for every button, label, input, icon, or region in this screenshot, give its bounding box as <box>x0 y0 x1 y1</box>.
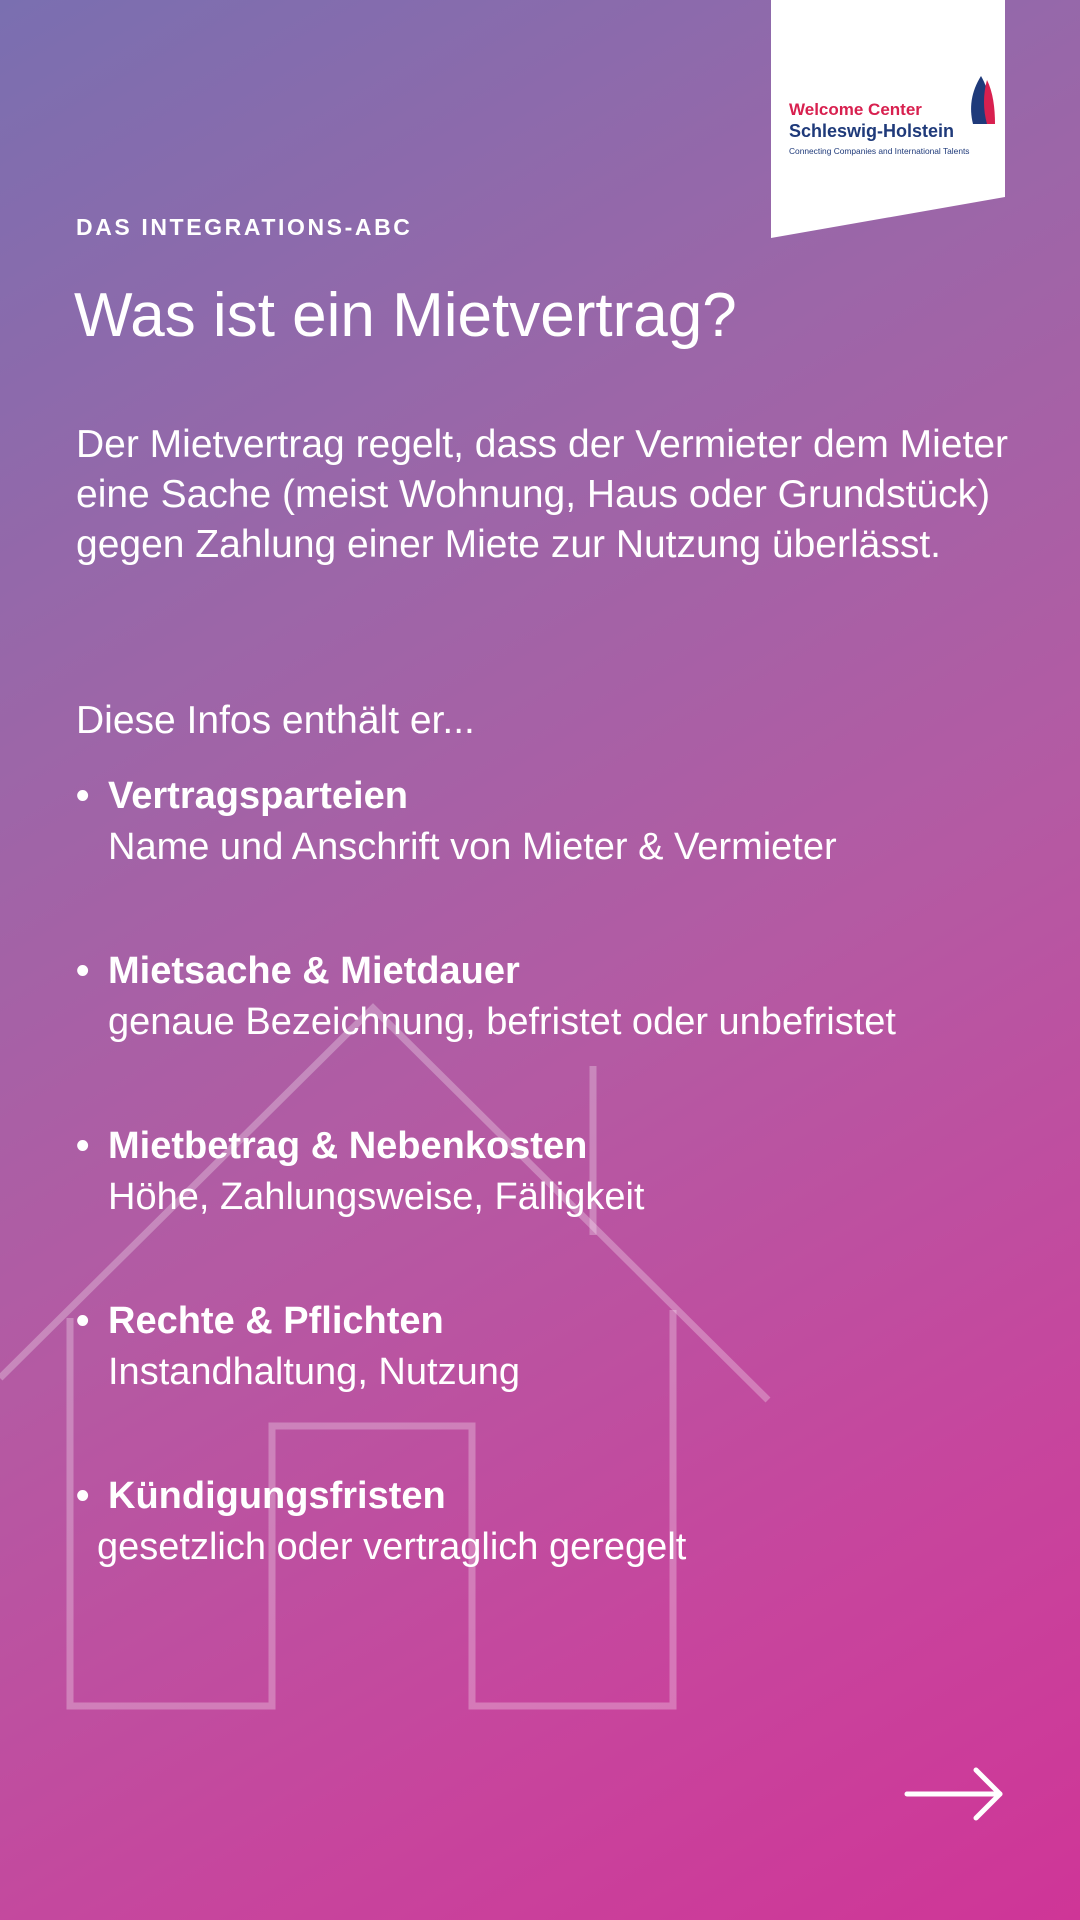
list-item-mietbetrag <box>76 1121 1056 1223</box>
bullet-icon: • <box>76 950 90 992</box>
list-item-rechte-pflichten <box>76 1296 1056 1398</box>
bullet-icon: • <box>76 1125 90 1167</box>
logo-text <box>789 100 999 157</box>
eyebrow-label: DAS INTEGRATIONS-ABC <box>76 214 413 240</box>
list-item-heading-text: Mietsache & Mietdauer <box>108 950 520 992</box>
list-lead: Diese Infos enthält er... <box>76 699 475 742</box>
intro-paragraph: Der Mietvertrag regelt, dass der Vermieter dem Mieter eine Sache (meist Wohnung, Haus oder Grundstück) gegen Zahlung einer Miete zur Nutzung überlässt. <box>76 423 1009 566</box>
list-item-vertragsparteien <box>76 771 1056 873</box>
list-item-heading <box>76 1471 1056 1521</box>
list-item-heading <box>76 946 1056 996</box>
list-item-heading-text: Vertragsparteien <box>108 775 408 817</box>
logo-title: Welcome Center <box>789 100 922 119</box>
bullet-icon: • <box>76 1475 90 1517</box>
logo-tagline: Connecting Companies and International Talents <box>789 146 970 156</box>
list-item-mietsache <box>76 946 1056 1048</box>
arrow-right-icon[interactable] <box>904 1764 1006 1824</box>
list-item-heading-text: Kündigungsfristen <box>108 1475 446 1517</box>
list-item-heading <box>76 1296 1056 1346</box>
list-item-description: Name und Anschrift von Mieter & Vermieter <box>108 826 837 868</box>
list-item-heading-text: Rechte & Pflichten <box>108 1300 444 1342</box>
list-item-description: gesetzlich oder vertraglich geregelt <box>97 1526 687 1568</box>
list-item-description: genaue Bezeichnung, befristet oder unbefristet <box>108 1001 896 1043</box>
list-item-kuendigungsfristen <box>76 1471 1056 1573</box>
logo-subtitle: Schleswig-Holstein <box>789 121 955 141</box>
list-item-heading <box>76 1121 1056 1171</box>
list-item-description: Instandhaltung, Nutzung <box>108 1351 520 1393</box>
list-item-heading <box>76 771 1056 821</box>
list-item-description: Höhe, Zahlungsweise, Fälligkeit <box>108 1176 645 1218</box>
bullet-icon: • <box>76 775 90 817</box>
logo-card <box>771 0 1005 238</box>
page-title: Was ist ein Mietvertrag? <box>74 281 737 350</box>
list-item-heading-text: Mietbetrag & Nebenkosten <box>108 1125 588 1167</box>
bullet-icon: • <box>76 1300 90 1342</box>
